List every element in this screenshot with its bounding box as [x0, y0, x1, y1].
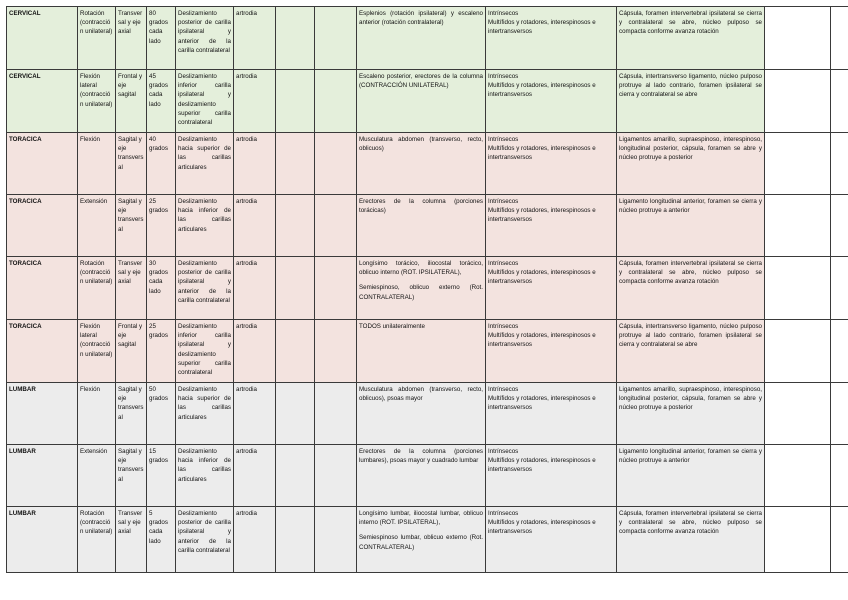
- empty-cell: [276, 257, 315, 320]
- empty-cell: [765, 507, 831, 573]
- empty-cell: [315, 257, 357, 320]
- muscles-cell: [357, 383, 486, 445]
- plane-cell: Sagital y eje transversal: [116, 445, 147, 507]
- muscles-cell: [357, 507, 486, 573]
- joint-cell: artrodia: [234, 507, 276, 573]
- intrinsic-body: Multífidos y rotadores, interespinosos e intertransversos: [488, 269, 596, 286]
- region-cell: CERVICAL: [7, 7, 78, 70]
- movement-cell: Flexión lateral (contracción unilateral): [78, 320, 116, 383]
- joint-cell: artrodia: [234, 195, 276, 257]
- region-cell: TORACICA: [7, 195, 78, 257]
- movement-cell: Rotación (contracción unilateral): [78, 257, 116, 320]
- empty-cell: [831, 133, 848, 195]
- plane-cell: Transversal y eje axial: [116, 257, 147, 320]
- effects-cell: Ligamentos amarillo, supraespinoso, interespinoso, longitudinal posterior, cápsula, foramen se abre y núcleo protruye a posterior: [617, 133, 765, 195]
- muscles-text: Longísimo torácico, iliocostal torácico, oblicuo interno (ROT. IPSILATERAL),: [359, 260, 483, 277]
- intrinsic-cell: [486, 257, 617, 320]
- empty-cell: [831, 195, 848, 257]
- empty-cell: [831, 383, 848, 445]
- intrinsic-body: Multífidos y rotadores, interespinosos e intertransversos: [488, 145, 596, 162]
- empty-cell: [315, 70, 357, 133]
- muscles-cell: [357, 445, 486, 507]
- empty-cell: [276, 383, 315, 445]
- effects-cell: Ligamento longitudinal anterior, foramen se cierra y núcleo protruye a anterior: [617, 445, 765, 507]
- empty-cell: [315, 320, 357, 383]
- arthrokinematics-cell: Deslizamiento posterior de carilla ipsilateral y anterior de la carilla contralateral: [176, 257, 234, 320]
- empty-cell: [315, 383, 357, 445]
- effects-cell: Ligamentos amarillo, supraespinoso, interespinoso, longitudinal posterior, cápsula, foramen se abre y núcleo protruye a posterior: [617, 383, 765, 445]
- arthrokinematics-cell: Deslizamiento posterior de carilla ipsilateral y anterior de la carilla contralateral: [176, 7, 234, 70]
- empty-cell: [315, 133, 357, 195]
- intrinsic-body: Multífidos y rotadores, interespinosos e intertransversos: [488, 457, 596, 474]
- muscles-text: TODOS unilateralmente: [359, 323, 425, 330]
- range-cell: 25 grados: [147, 195, 176, 257]
- empty-cell: [831, 445, 848, 507]
- region-cell: LUMBAR: [7, 383, 78, 445]
- joint-cell: artrodia: [234, 257, 276, 320]
- range-cell: 80 grados cada lado: [147, 7, 176, 70]
- plane-cell: Frontal y eje sagital: [116, 320, 147, 383]
- range-cell: 40 grados: [147, 133, 176, 195]
- empty-cell: [765, 7, 831, 70]
- intrinsic-cell: [486, 70, 617, 133]
- plane-cell: Frontal y eje sagital: [116, 70, 147, 133]
- joint-cell: artrodia: [234, 7, 276, 70]
- table-row: [7, 320, 848, 383]
- joint-cell: artrodia: [234, 70, 276, 133]
- intrinsic-title: Intrínsecos: [488, 323, 519, 330]
- intrinsic-title: Intrínsecos: [488, 73, 519, 80]
- movement-cell: Flexión: [78, 133, 116, 195]
- muscles-cell: [357, 257, 486, 320]
- muscles-text: Esplenios (rotación ipsilateral) y escaleno anterior (rotación contralateral): [359, 10, 483, 27]
- table-row: [7, 195, 848, 257]
- intrinsic-title: Intrínsecos: [488, 260, 519, 267]
- empty-cell: [276, 70, 315, 133]
- empty-cell: [765, 257, 831, 320]
- empty-cell: [765, 195, 831, 257]
- effects-cell: Cápsula, foramen intervertebral ipsilateral se cierra y contralateral se abre, núcleo pulposo se compacta conforme avanza rotación: [617, 257, 765, 320]
- muscles-text: Erectores de la columna (porciones lumbares), psoas mayor y cuadrado lumbar: [359, 448, 483, 465]
- table-row: [7, 257, 848, 320]
- range-cell: 5 grados cada lado: [147, 507, 176, 573]
- movement-cell: Flexión: [78, 383, 116, 445]
- arthrokinematics-cell: Deslizamiento inferior carilla ipsilateral y deslizamiento superior carilla contralateral: [176, 320, 234, 383]
- muscles-cell: [357, 133, 486, 195]
- empty-cell: [315, 507, 357, 573]
- range-cell: 25 grados: [147, 320, 176, 383]
- plane-cell: Sagital y eje transversal: [116, 195, 147, 257]
- region-cell: TORACICA: [7, 133, 78, 195]
- intrinsic-cell: [486, 320, 617, 383]
- plane-cell: Sagital y eje transversal: [116, 383, 147, 445]
- range-cell: 45 grados cada lado: [147, 70, 176, 133]
- muscles-text: Musculatura abdomen (transverso, recto, oblicuos), psoas mayor: [359, 386, 483, 403]
- table-row: [7, 507, 848, 573]
- region-cell: TORACICA: [7, 257, 78, 320]
- intrinsic-body: Multífidos y rotadores, interespinosos e intertransversos: [488, 82, 596, 99]
- empty-cell: [831, 7, 848, 70]
- intrinsic-title: Intrínsecos: [488, 386, 519, 393]
- movement-cell: Rotación (contracción unilateral): [78, 7, 116, 70]
- empty-cell: [831, 257, 848, 320]
- table-row: [7, 445, 848, 507]
- joint-cell: artrodia: [234, 320, 276, 383]
- table-row: [7, 383, 848, 445]
- muscles-text: Musculatura abdomen (transverso, recto, oblicuos): [359, 136, 483, 153]
- muscles-text: Erectores de la columna (porciones torácicas): [359, 198, 483, 215]
- empty-cell: [831, 507, 848, 573]
- table-row: [7, 133, 848, 195]
- plane-cell: Transversal y eje axial: [116, 507, 147, 573]
- effects-cell: Cápsula, foramen intervertebral ipsilateral se cierra y contralateral se abre, núcleo pulposo se compacta conforme avanza rotación: [617, 507, 765, 573]
- effects-cell: Cápsula, foramen intervertebral ipsilateral se cierra y contralateral se abre, núcleo pulposo se compacta conforme avanza rotación: [617, 7, 765, 70]
- intrinsic-title: Intrínsecos: [488, 136, 519, 143]
- effects-cell: Cápsula, intertransverso ligamento, núcleo pulposo protruye al lado contrario, foramen ipsilateral se cierra y contralateral se abre: [617, 70, 765, 133]
- movement-cell: Extensión: [78, 445, 116, 507]
- empty-cell: [276, 7, 315, 70]
- movement-cell: Extensión: [78, 195, 116, 257]
- empty-cell: [315, 7, 357, 70]
- intrinsic-cell: [486, 383, 617, 445]
- muscles-cell: [357, 320, 486, 383]
- table-row: [7, 70, 848, 133]
- arthrokinematics-cell: Deslizamiento inferior carilla ipsilateral y deslizamiento superior carilla contralateral: [176, 70, 234, 133]
- effects-cell: Ligamento longitudinal anterior, foramen se cierra y núcleo protruye a anterior: [617, 195, 765, 257]
- muscles-text: Escaleno posterior, erectores de la columna (CONTRACCIÓN UNILATERAL): [359, 73, 483, 90]
- empty-cell: [276, 320, 315, 383]
- range-cell: 30 grados cada lado: [147, 257, 176, 320]
- range-cell: 50 grados: [147, 383, 176, 445]
- intrinsic-title: Intrínsecos: [488, 10, 519, 17]
- empty-cell: [276, 507, 315, 573]
- intrinsic-body: Multífidos y rotadores, interespinosos e intertransversos: [488, 19, 596, 36]
- intrinsic-body: Multífidos y rotadores, interespinosos e intertransversos: [488, 519, 596, 536]
- empty-cell: [276, 445, 315, 507]
- arthrokinematics-cell: Deslizamiento hacia inferior de las carillas articulares: [176, 195, 234, 257]
- intrinsic-cell: [486, 507, 617, 573]
- intrinsic-title: Intrínsecos: [488, 510, 519, 517]
- movement-cell: Rotación (contracción unilateral): [78, 507, 116, 573]
- empty-cell: [315, 195, 357, 257]
- empty-cell: [765, 383, 831, 445]
- intrinsic-title: Intrínsecos: [488, 198, 519, 205]
- empty-cell: [276, 133, 315, 195]
- empty-cell: [765, 445, 831, 507]
- movement-cell: Flexión lateral (contracción unilateral): [78, 70, 116, 133]
- empty-cell: [765, 70, 831, 133]
- muscles-text-2: Semiespinoso, oblicuo externo (Rot. CONTRALATERAL): [359, 284, 483, 301]
- joint-cell: artrodia: [234, 133, 276, 195]
- intrinsic-body: Multífidos y rotadores, interespinosos e intertransversos: [488, 332, 596, 349]
- intrinsic-cell: [486, 445, 617, 507]
- plane-cell: Sagital y eje transversal: [116, 133, 147, 195]
- joint-cell: artrodia: [234, 383, 276, 445]
- table-row: [7, 7, 848, 70]
- intrinsic-title: Intrínsecos: [488, 448, 519, 455]
- empty-cell: [765, 133, 831, 195]
- muscles-cell: [357, 195, 486, 257]
- effects-cell: Cápsula, intertransverso ligamento, núcleo pulposo protruye al lado contrario, foramen ipsilateral se cierra y contralateral se abre: [617, 320, 765, 383]
- empty-cell: [276, 195, 315, 257]
- empty-cell: [315, 445, 357, 507]
- joint-cell: artrodia: [234, 445, 276, 507]
- region-cell: TORACICA: [7, 320, 78, 383]
- region-cell: CERVICAL: [7, 70, 78, 133]
- muscles-cell: [357, 7, 486, 70]
- empty-cell: [765, 320, 831, 383]
- intrinsic-cell: [486, 195, 617, 257]
- muscles-cell: [357, 70, 486, 133]
- muscles-text-2: Semiespinoso lumbar, oblicuo externo (Rot. CONTRALATERAL): [359, 534, 483, 551]
- region-cell: LUMBAR: [7, 507, 78, 573]
- arthrokinematics-cell: Deslizamiento hacia superior de las carillas articulares: [176, 133, 234, 195]
- muscles-text: Longísimo lumbar, iliocostal lumbar, oblicuo interno (ROT. IPSILATERAL),: [359, 510, 483, 527]
- intrinsic-body: Multífidos y rotadores, interespinosos e intertransversos: [488, 395, 596, 412]
- spine-movement-table: [6, 6, 848, 573]
- intrinsic-cell: [486, 7, 617, 70]
- range-cell: 15 grados: [147, 445, 176, 507]
- arthrokinematics-cell: Deslizamiento hacia superior de las carillas articulares: [176, 383, 234, 445]
- intrinsic-cell: [486, 133, 617, 195]
- plane-cell: Transversal y eje axial: [116, 7, 147, 70]
- region-cell: LUMBAR: [7, 445, 78, 507]
- empty-cell: [831, 70, 848, 133]
- arthrokinematics-cell: Deslizamiento posterior de carilla ipsilateral y anterior de la carilla contralateral: [176, 507, 234, 573]
- arthrokinematics-cell: Deslizamiento hacia inferior de las carillas articulares: [176, 445, 234, 507]
- intrinsic-body: Multífidos y rotadores, interespinosos e intertransversos: [488, 207, 596, 224]
- empty-cell: [831, 320, 848, 383]
